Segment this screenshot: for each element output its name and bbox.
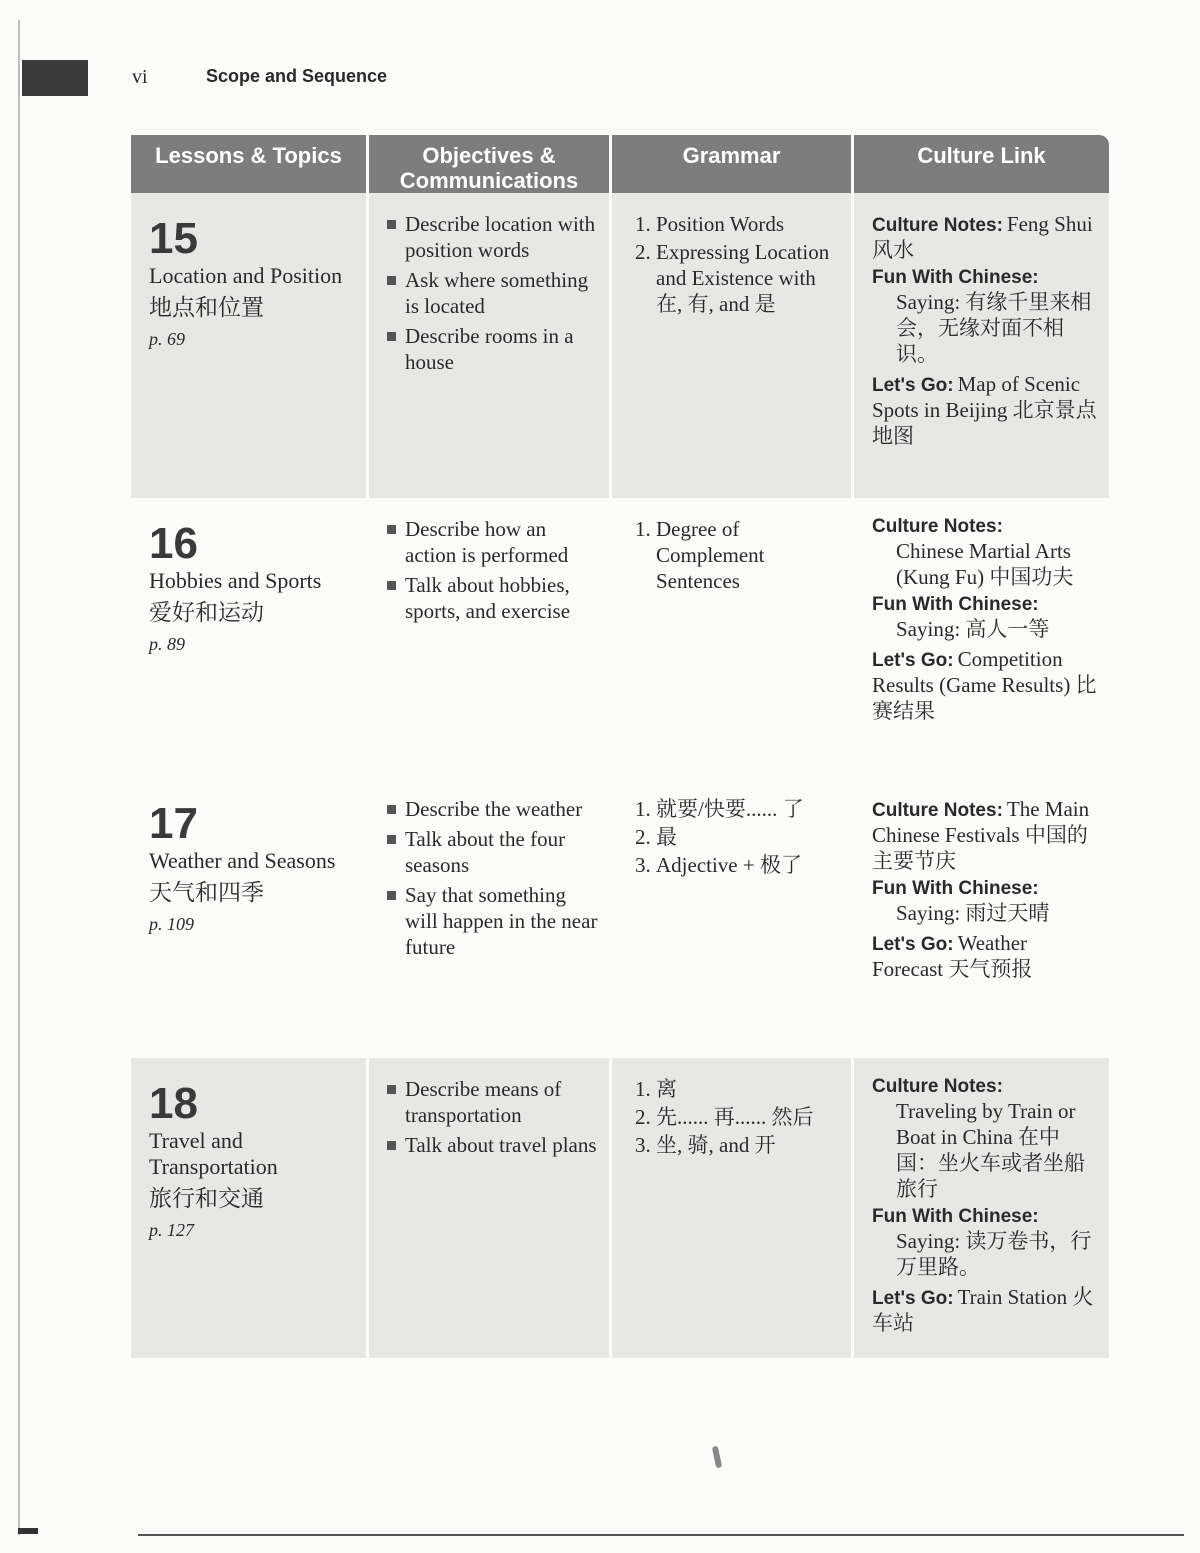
objectives-cell — [369, 778, 612, 1058]
table-header — [131, 135, 1109, 193]
table-row — [131, 498, 1109, 778]
culture-label: Culture Notes: — [872, 1076, 1003, 1097]
culture-text: Saying: 高人一等 — [896, 617, 1050, 641]
culture-text: Saying: 读万卷书，行万里路。 — [896, 1229, 1092, 1279]
lesson-cell — [131, 778, 369, 1058]
objective-item: Describe how an action is performed — [387, 516, 599, 568]
objectives-cell — [369, 193, 612, 498]
culture-label: Culture Notes: — [872, 516, 1003, 537]
culture-text: Weather Forecast 天气预报 — [872, 931, 1033, 981]
culture-cell — [854, 778, 1109, 1058]
lesson-cell — [131, 193, 369, 498]
objective-item: Talk about travel plans — [387, 1132, 599, 1158]
header-culture-link: Culture Link — [854, 135, 1109, 193]
lesson-title-chinese: 旅行和交通 — [149, 1186, 264, 1212]
grammar-item: 3. Adjective + 极了 — [656, 852, 841, 878]
lesson-title: Travel and Transportation — [149, 1128, 278, 1179]
objective-item: Talk about the four seasons — [387, 826, 599, 878]
lesson-page: p. 69 — [149, 329, 185, 349]
lesson-page: p. 109 — [149, 914, 194, 934]
culture-label: Fun With Chinese: — [872, 267, 1039, 288]
culture-cell — [854, 1058, 1109, 1358]
grammar-item: 1. Degree of Complement Sentences — [656, 516, 841, 594]
culture-label: Fun With Chinese: — [872, 594, 1039, 615]
scope-sequence-table — [131, 135, 1109, 1358]
grammar-cell — [612, 778, 854, 1058]
objective-item: Describe rooms in a house — [387, 323, 599, 375]
culture-text: The Main Chinese Festivals 中国的主要节庆 — [872, 797, 1090, 873]
lesson-title: Weather and Seasons — [149, 848, 336, 873]
culture-text: Saying: 有缘千里来相会，无缘对面不相识。 — [896, 290, 1092, 366]
lesson-number: 17 — [149, 799, 198, 848]
lesson-number: 18 — [149, 1079, 198, 1128]
culture-label: Fun With Chinese: — [872, 878, 1039, 899]
culture-label: Culture Notes: — [872, 800, 1003, 821]
objectives-cell — [369, 498, 612, 778]
grammar-item: 1. Position Words — [656, 211, 841, 237]
table-row — [131, 778, 1109, 1058]
table-row — [131, 1058, 1109, 1358]
lesson-cell — [131, 1058, 369, 1358]
lesson-title: Location and Position — [149, 263, 343, 288]
page-number: vi — [132, 66, 148, 88]
objective-item: Say that something will happen in the near future — [387, 882, 599, 960]
culture-label: Let's Go: — [872, 1288, 954, 1309]
grammar-cell — [612, 1058, 854, 1358]
culture-text: Feng Shui 风水 — [872, 212, 1093, 262]
lesson-page: p. 127 — [149, 1220, 194, 1240]
culture-cell — [854, 498, 1109, 778]
table-row — [131, 193, 1109, 498]
objective-item: Talk about hobbies, sports, and exercise — [387, 572, 599, 624]
lesson-cell — [131, 498, 369, 778]
header-grammar: Grammar — [612, 135, 854, 193]
pen-mark — [712, 1446, 722, 1469]
bottom-corner-mark — [18, 1528, 38, 1534]
lesson-title-chinese: 地点和位置 — [149, 295, 264, 321]
lesson-title-chinese: 爱好和运动 — [149, 600, 264, 626]
bottom-rule — [138, 1534, 1184, 1536]
culture-label: Let's Go: — [872, 650, 954, 671]
culture-text: Chinese Martial Arts (Kung Fu) 中国功夫 — [896, 539, 1074, 589]
culture-text: Traveling by Train or Boat in China 在中国：坐火车或者坐船旅行 — [896, 1099, 1085, 1201]
objective-item: Ask where something is located — [387, 267, 599, 319]
lesson-title: Hobbies and Sports — [149, 568, 322, 593]
grammar-item: 2. 先...... 再...... 然后 — [656, 1104, 841, 1130]
grammar-item: 2. 最 — [656, 824, 841, 850]
objective-item: Describe location with position words — [387, 211, 599, 263]
objective-item: Describe the weather — [387, 796, 599, 822]
grammar-item: 2. Expressing Location and Existence with 在, 有, and 是 — [656, 239, 841, 317]
grammar-item: 3. 坐, 骑, and 开 — [656, 1132, 841, 1158]
lesson-number: 15 — [149, 214, 198, 263]
grammar-cell — [612, 498, 854, 778]
culture-text: Train Station 火车站 — [872, 1285, 1094, 1335]
culture-label: Fun With Chinese: — [872, 1206, 1039, 1227]
objective-item: Describe means of transportation — [387, 1076, 599, 1128]
culture-label: Culture Notes: — [872, 215, 1003, 236]
header-objectives: Objectives & Communications — [369, 135, 612, 193]
culture-text: Competition Results (Game Results) 比赛结果 — [872, 647, 1097, 723]
culture-text: Saying: 雨过天晴 — [896, 901, 1050, 925]
left-margin-line — [18, 20, 20, 1535]
grammar-item: 1. 离 — [656, 1076, 841, 1102]
objectives-cell — [369, 1058, 612, 1358]
culture-text: Map of Scenic Spots in Beijing 北京景点地图 — [872, 372, 1097, 448]
lesson-number: 16 — [149, 519, 198, 568]
culture-cell — [854, 193, 1109, 498]
lesson-title-chinese: 天气和四季 — [149, 880, 264, 906]
culture-label: Let's Go: — [872, 934, 954, 955]
header-lessons-topics: Lessons & Topics — [131, 135, 369, 193]
lesson-page: p. 89 — [149, 634, 185, 654]
running-head: Scope and Sequence — [206, 66, 388, 86]
culture-label: Let's Go: — [872, 375, 954, 396]
grammar-item: 1. 就要/快要...... 了 — [656, 796, 841, 822]
grammar-cell — [612, 193, 854, 498]
page-corner-tab — [22, 60, 88, 96]
